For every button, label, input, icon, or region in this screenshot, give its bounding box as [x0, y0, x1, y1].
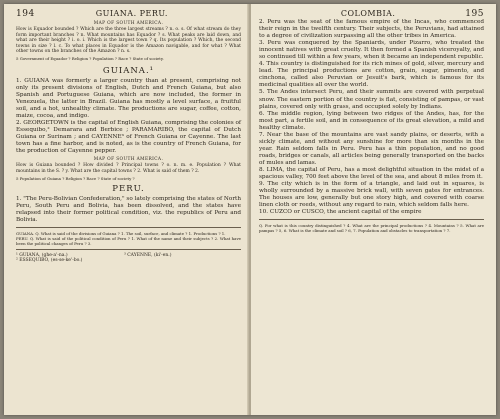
paragraph-guiana-1: 1. GUIANA was formerly a larger country than at present, comprising not only its present divisions of English, Dutch and French Guiana, but also Spanish and Portuguese Guiana, which are now included, the former in Venezuela, the latter in Brazil. Guiana has mostly a level surface, a fruitful soil, and a hot, unhealthy climate. The productions are sugar, coffee, cotton, maize, cocoa, and indigo.: [16, 77, 241, 120]
footnote-questions-peru: Q. For what is this country distinguished ? 4. What are the principal productions ? 4. Mountains ? 5. What are pampas ? 5, 6. What is the climate and soil ? 6, 7. Population and obstacles to transportation ? 7.: [259, 223, 484, 234]
pronunciation-divider: [16, 249, 241, 250]
footnote-questions-peru: PERU. Q. What is said of the political condition of Peru ? 1. What of the name and their subjects ? 2. What have been the political changes of Peru ? 3.: [16, 235, 241, 246]
map-questions-equador: How is Equador bounded ? Which are the three largest streams ? n. o. s. Of what stream do they form important branches ? n. What mountains has Equador ? s. What peaks are laid down, and what are their height ? i. o. i. Which is the largest town ? q. Its population ? Which, the second towns in size ? l. c. To what places in Equador is the Amazon navigable, and for what ? What other towns on the branches of the Amazon ? n. s.: [16, 27, 241, 55]
footnote-questions-guiana: GUIANA. Q. What is said of the divisions of Guiana ? 1. The soil, surface, and climate ? 1. Productions ? 1.: [16, 230, 226, 236]
pronunciation-guiana: ¹ GUIANA, (ghe-a'-na.): [16, 252, 68, 258]
left-page-header: [16, 9, 241, 19]
paragraph-guiana-2: 2. GEORGETOWN is the capital of English Guiana, comprising the colonies of Essequibo,² Demarara and Berbice ; PARAMARIBO, the capital of Dutch Guiana or Surinam ; and CAYENNE³ of French Guiana or Cayenne. The last town has a fine harbor, and is noted, as is the country of French Guiana, for the production of Cayenne pepper.: [16, 120, 241, 155]
book-spread: [4, 4, 496, 415]
map-caption: MAP OF SOUTH AMERICA.: [93, 21, 164, 26]
pronunciation-cayenne: ³ CAYENNE, (ki'-en.): [124, 252, 172, 258]
paragraph-peru-1: 1. "The Peru-Bolivian Confederation," so lately comprising the states of North Peru, South Peru and Bolivia, has been dissolved, and the states have relapsed into their former political condition, viz. the republics of Peru and Bolivia.: [16, 195, 241, 223]
paragraph-peru-5: 5. The Andes intersect Peru, and their summits are covered with perpetual snow. The eastern portion of the country is flat, consisting of pampas, or vast plains, covered only with grass, and occupied solely by Indians.: [259, 89, 484, 110]
right-page-number: 195: [465, 9, 484, 19]
map-caption: MAP OF SOUTH AMERICA.: [93, 157, 164, 163]
footnote-equador: 5 Government of Equador ? Religion ? Population ? Race ? State of society.: [16, 55, 164, 61]
map-questions-guiana: How is Guiana bounded ? How divided ? Principal towns ? o. n. m. e. Population ? What mountains in the S. ? y. What are the capital towns ? 2. What is said of them ? 2.: [16, 163, 241, 175]
paragraph-peru-7: 7. Near the base of the mountains are vast sandy plains, or deserts, with a sickly climate, and without any sunshine for more than six months in the year. Rain seldom falls in Peru. Peru has a thin population, and no good roads, bridges or canals, all articles being generally transported on the backs of mules and lamas.: [259, 131, 484, 166]
pronunciation-essequibo: ² ESSEQUIBO, (es-se-ke'-bo.): [16, 258, 83, 264]
footnote-guiana: 5 Population of Guiana ? Religion ? Race ? State of society ?: [16, 175, 135, 181]
footnote-divider: [259, 219, 484, 220]
left-page-number: 194: [16, 9, 35, 19]
right-page: [251, 4, 496, 415]
section-title-guiana: GUIANA.¹: [102, 65, 155, 76]
left-running-head: GUIANA. PERU.: [95, 9, 168, 18]
section-title-peru: PERU.: [112, 183, 145, 194]
right-page-header: [259, 9, 484, 19]
paragraph-peru-8: 8. LIMA, the capital of Peru, has a most delightful situation in the midst of a spacious valley, 700 feet above the level of the sea, and about 8 miles from it.: [259, 166, 484, 181]
paragraph-peru-3: 3. Peru was conquered by the Spaniards, under Pizarro, who treated the innocent natives with great cruelty. It then formed a Spanish viceroyalty, and so continued till within a few years, when it became an independent republic.: [259, 40, 484, 61]
footnote-divider: [16, 227, 241, 228]
left-page: [4, 4, 249, 415]
paragraph-peru-4: 4. This country is distinguished for its rich mines of gold, silver, mercury and lead. The principal productions are cotton, grain, sugar, pimento, and cinchona, called also Peruvian or Jesuit's bark, which is famous for its medicinal qualities all over the world.: [259, 61, 484, 89]
pronunciation-row: [16, 258, 241, 264]
paragraph-peru-2: 2. Peru was the seat of the famous empire of the Incas, who commenced their reign in the twelfth century. Their subjects, the Peruvians, had attained to a degree of civilization surpassing all the other tribes in America.: [259, 19, 484, 40]
right-running-head: COLOMBIA.: [340, 9, 396, 18]
paragraph-peru-10: 10. CUZCO or CUSCO, the ancient capital of the empire: [259, 209, 422, 216]
paragraph-peru-9: 9. The city which is in the form of a triangle, and laid out in squares, is wholly surrounded by a massive brick wall, with seven gates for entrances. The houses are low, generally but one story high, and covered with coarse linen cloth or reeds, without any regard to rain, which seldom falls here.: [259, 181, 484, 209]
paragraph-peru-6: 6. The middle region, lying between two ridges of the Andes, has, for the most part, a fertile soil, and in consequence of its great elevation, a mild and healthy climate.: [259, 110, 484, 131]
